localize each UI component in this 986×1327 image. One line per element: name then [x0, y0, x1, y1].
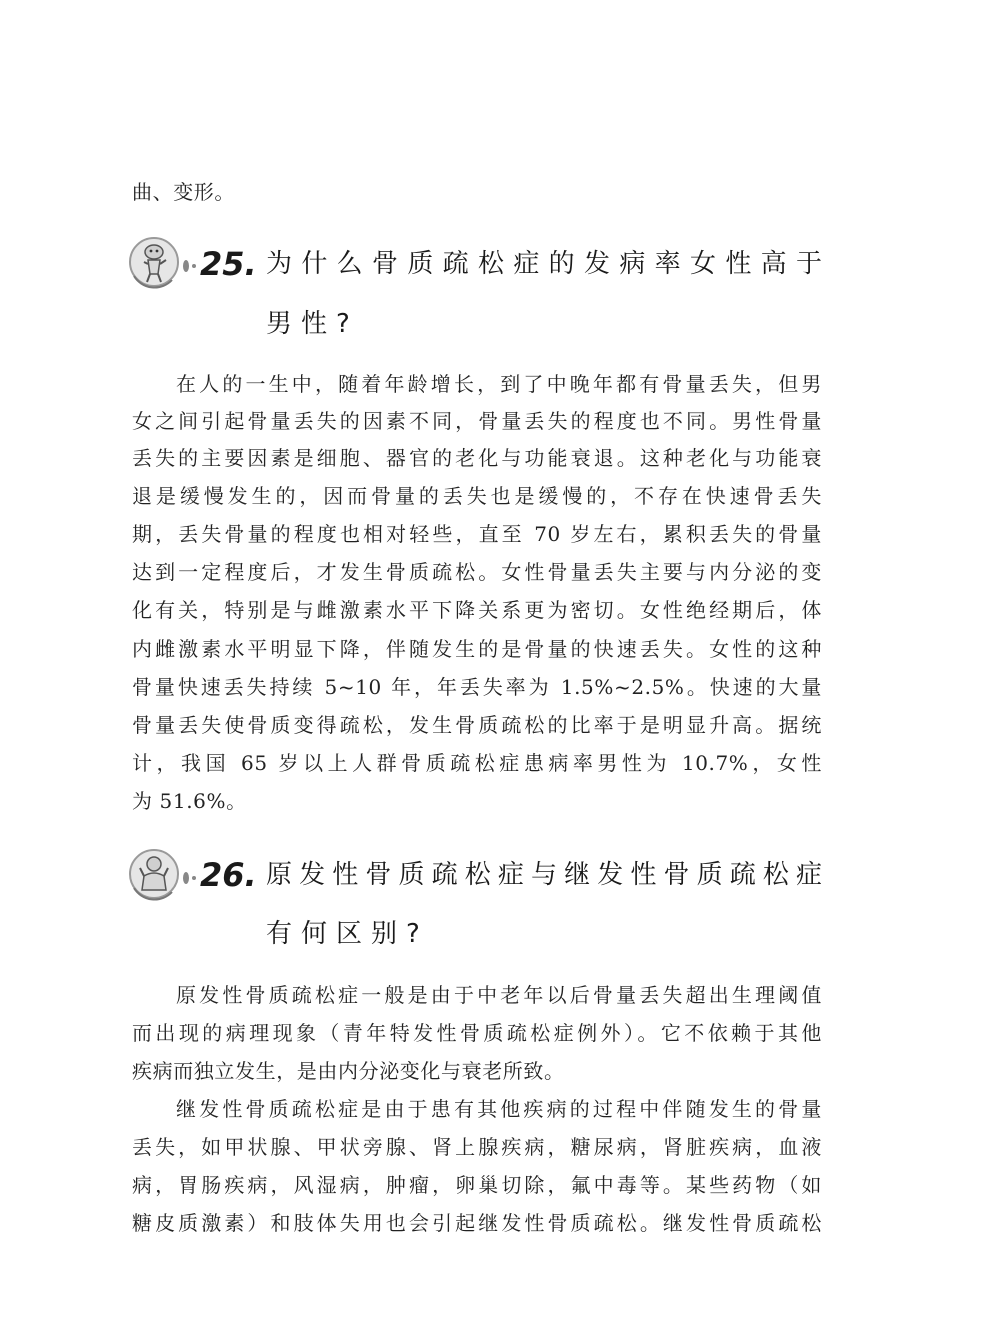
paragraph-line: 糖皮质激素）和肢体失用也会引起继发性骨质疏松。继发性骨质疏松 — [132, 1211, 822, 1235]
paragraph-line: 病，胃肠疾病，风湿病，肿瘤，卵巢切除，氟中毒等。某些药物（如 — [132, 1173, 822, 1197]
continuation-text: 曲、变形。 — [132, 180, 235, 204]
paragraph-line: 在人的一生中，随着年龄增长，到了中晚年都有骨量丢失，但男 — [176, 372, 822, 396]
paragraph-line: 继发性骨质疏松症是由于患有其他疾病的过程中伴随发生的骨量 — [176, 1097, 822, 1121]
paragraph-line: 退是缓慢发生的，因而骨量的丢失也是缓慢的，不存在快速骨丢失 — [132, 484, 822, 508]
paragraph-line: 达到一定程度后，才发生骨质疏松。女性骨量丢失主要与内分泌的变 — [132, 560, 822, 584]
paragraph-line: 为 51.6%。 — [132, 789, 247, 813]
question-title: 原发性骨质疏松症与继发性骨质疏松症 — [266, 860, 822, 890]
cartoon-doctor-figure-icon — [128, 846, 200, 902]
paragraph-line: 骨量丢失使骨质变得疏松，发生骨质疏松的比率于是明显升高。据统 — [132, 713, 822, 737]
paragraph-line: 化有关，特别是与雌激素水平下降关系更为密切。女性绝经期后，体 — [132, 598, 822, 622]
paragraph-line: 丢失，如甲状腺、甲状旁腺、肾上腺疾病，糖尿病，肾脏疾病，血液 — [132, 1135, 822, 1159]
paragraph-line: 内雌激素水平明显下降，伴随发生的是骨量的快速丢失。女性的这种 — [132, 637, 822, 661]
paragraph-line: 女之间引起骨量丢失的因素不同，骨量丢失的程度也不同。男性骨量 — [132, 409, 822, 433]
question-number: 26. — [200, 856, 257, 894]
paragraph-line: 期，丢失骨量的程度也相对轻些，直至 70 岁左右，累积丢失的骨量 — [132, 522, 822, 546]
paragraph-line: 而出现的病理现象（青年特发性骨质疏松症例外）。它不依赖于其他 — [132, 1021, 822, 1045]
question-title-continued: 男性? — [266, 309, 359, 339]
paragraph-line: 丢失的主要因素是细胞、器官的老化与功能衰退。这种老化与功能衰 — [132, 446, 822, 470]
paragraph-line: 原发性骨质疏松症一般是由于中老年以后骨量丢失超出生理阈值 — [176, 983, 822, 1007]
question-number: 25. — [200, 245, 257, 283]
paragraph-line: 疾病而独立发生，是由内分泌变化与衰老所致。 — [132, 1059, 565, 1083]
question-title-continued: 有何区别? — [266, 919, 429, 949]
cartoon-bone-figure-icon — [128, 234, 200, 290]
paragraph-line: 计，我国 65 岁以上人群骨质疏松症患病率男性为 10.7%，女性 — [132, 751, 822, 775]
question-title: 为什么骨质疏松症的发病率女性高于 — [266, 249, 822, 279]
paragraph-line: 骨量快速丢失持续 5~10 年，年丢失率为 1.5%~2.5%。快速的大量 — [132, 675, 822, 699]
